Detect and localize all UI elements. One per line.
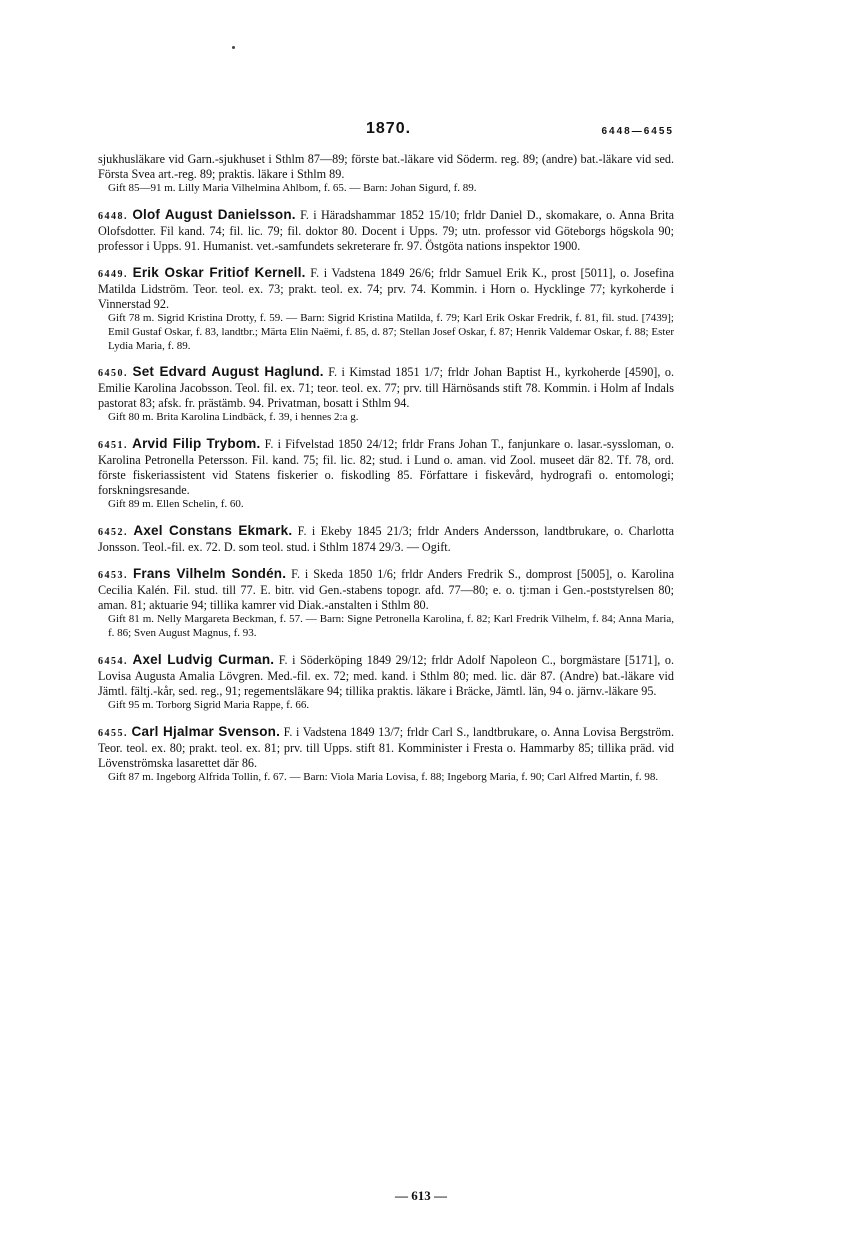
biography-entry (98, 652, 674, 699)
continued-paragraph: sjukhusläkare vid Garn.-sjukhuset i Sthlm 87—89; förste bat.-läkare vid Söderm. reg. 89; (andre) bat.-läkare vid sed. Första Svea art.-reg. 89; praktis. läkare i Sthlm 89. (98, 152, 674, 182)
page-body (98, 152, 674, 784)
entry-gift-line: Gift 80 m. Brita Karolina Lindbäck, f. 39, i hennes 2:a g. (108, 411, 359, 424)
entry-text: F. i Ekeby 1845 21/3; frldr Anders Andersson, landtbrukare, o. Charlotta Jonsson. Teol.-fil. ex. 72. D. som teol. stud. i Sthlm 1874 29/3. — Ogift. (98, 523, 675, 555)
biography-entry (98, 265, 674, 312)
entry-name: Axel Ludvig Curman. (132, 651, 275, 667)
entry-name: Arvid Filip Trybom. (132, 436, 261, 451)
speck-mark (232, 46, 235, 49)
entry-gift-line: Gift 81 m. Nelly Margareta Beckman, f. 57. — Barn: Signe Petronella Karolina, f. 82; Karl Fredrik Vilhelm, f. 84; Anna Maria, f. 86; Sven August Magnus, f. 93. (108, 613, 674, 640)
biography-entry (98, 566, 674, 613)
page-header (98, 120, 674, 142)
entry-number: 6453. (98, 570, 128, 582)
entry-number: 6450. (98, 368, 128, 380)
biography-entry (98, 364, 674, 411)
entry-number: 6454. (98, 655, 128, 667)
biography-entry (98, 207, 674, 254)
entry-number: 6451. (98, 440, 128, 451)
entry-number: 6452. (98, 526, 128, 538)
entry-list (98, 207, 674, 785)
entry-number: 6449. (98, 269, 128, 281)
entry-text: F. i Häradshammar 1852 15/10; frldr Daniel D., skomakare, o. Anna Brita Olofsdotter. Fil kand. 74; fil. lic. 79; fil. doktor 80. Docent i Upps. 79; utn. professor vid Göteborgs högskola 90; professor i Upps. 91. Humanist. vet.-samfundets sekreterare fr. 97. Östgöta nations inspektor 1900. (98, 207, 674, 253)
entry-text: F. i Kimstad 1851 1/7; frldr Johan Baptist H., kyrkoherde [4590], o. Emilie Karolina Jacobsson. Teol. fil. ex. 71; teor. teol. ex. 77; prv. till Härnösands stift 78. Kommin. i Holm af Indals pastorat 83; afsk. fr. prästämb. 94. Privatman, bosatt i Sthlm 94. (98, 365, 675, 411)
entry-name: Olof August Danielsson. (132, 206, 296, 222)
entry-text: F. i Vadstena 1849 13/7; frldr Carl S., landtbrukare, o. Anna Lovisa Bergström. Teor. teol. ex. 80; prakt. teol. ex. 81; prv. till Upps. stift 81. Komminister i Fresta o. Hammarby 85; tillika präd. vid Lövenströmska lasarettet där 86. (98, 724, 674, 770)
entry-text: F. i Söderköping 1849 29/12; frldr Adolf Napoleon C., borgmästare [5171], o. Lovisa Augusta Amalia Lövgren. Med.-fil. ex. 72; med. kand. i Sthlm 80; med. lic. där 87. (Andre) bat.-läkare vid Jämtl. fältj.-kår, sed. reg., 91; regementsläkare 94; tillika praktis. läkare i Bräcke, Jämtl. län, 94 o. järnv.-läkare 95. (98, 652, 674, 698)
entry-text: F. i Skeda 1850 1/6; frldr Anders Fredrik S., domprost [5005], o. Karolina Cecilia Kalén. Fil. stud. till 77. E. bitr. vid Gen.-stabens topogr. afd. 77—80; e. o. tj:man i Gen.-poststyrelsen 80; aman. 81; aktuarie 94; tillika kamrer vid Diak.-anstalten i Sthlm 80. (98, 567, 675, 613)
entry-gift-line: Gift 87 m. Ingeborg Alfrida Tollin, f. 67. — Barn: Viola Maria Lovisa, f. 88; Ingeborg Maria, f. 90; Carl Alfred Martin, f. 98. (108, 770, 659, 783)
biography-entry (98, 436, 674, 498)
biography-entry (98, 523, 674, 555)
entry-gift-line: Gift 78 m. Sigrid Kristina Drotty, f. 59. — Barn: Sigrid Kristina Matilda, f. 79; Karl Erik Oskar Fredrik, f. 81, fil. stud. [7439]; Emil Gustaf Oskar, f. 83, landtbr.; Märta Elin Naëmi, f. 85, d. 87; Stellan Josef Oskar, f. 87; Henrik Valdemar Oskar, f. 88; Ester Lydia Maria, f. 89. (108, 312, 674, 352)
entry-name: Set Edvard August Haglund. (132, 364, 324, 380)
page-number: — 613 — (395, 1188, 447, 1203)
biography-entry (98, 724, 674, 771)
entry-number: 6448. (98, 210, 128, 222)
entry-text: F. i Fifvelstad 1850 24/12; frldr Frans Johan T., fanjunkare o. lasar.-syssloman, o. Karolina Petronella Petersson. Fil. kand. 75; fil. lic. 82; stud. i Lund o. aman. vid Zool. museet där 82. Tf. 78, ord. förste fiskeriassistent vid Statens fiskerier o. fiskodling 85. Författare i fiskevård, hydrografi o. entomologi; forskningsresande. (98, 437, 675, 498)
page-year: 1870. (366, 120, 412, 137)
entry-range: 6448—6455 (601, 126, 674, 137)
entry-gift-line: Gift 89 m. Ellen Schelin, f. 60. (108, 498, 244, 511)
entry-name: Axel Constans Ekmark. (133, 522, 293, 538)
entry-text: F. i Vadstena 1849 26/6; frldr Samuel Erik K., prost [5011], o. Josefina Matilda Lidström. Teor. teol. ex. 73; prakt. teol. ex. 74; prv. 74. Kommin. i Horn o. Hycklinge 77; kyrkoherde i Vinnerstad 92. (98, 266, 674, 312)
entry-gift-line: Gift 95 m. Torborg Sigrid Maria Rappe, f. 66. (108, 698, 310, 711)
continued-gift-line: Gift 85—91 m. Lilly Maria Vilhelmina Ahlbom, f. 65. — Barn: Johan Sigurd, f. 89. (108, 182, 477, 195)
entry-name: Frans Vilhelm Sondén. (132, 566, 287, 582)
entry-name: Carl Hjalmar Svenson. (131, 723, 281, 739)
entry-number: 6455. (98, 727, 128, 739)
entry-name: Erik Oskar Fritiof Kernell. (132, 265, 306, 281)
